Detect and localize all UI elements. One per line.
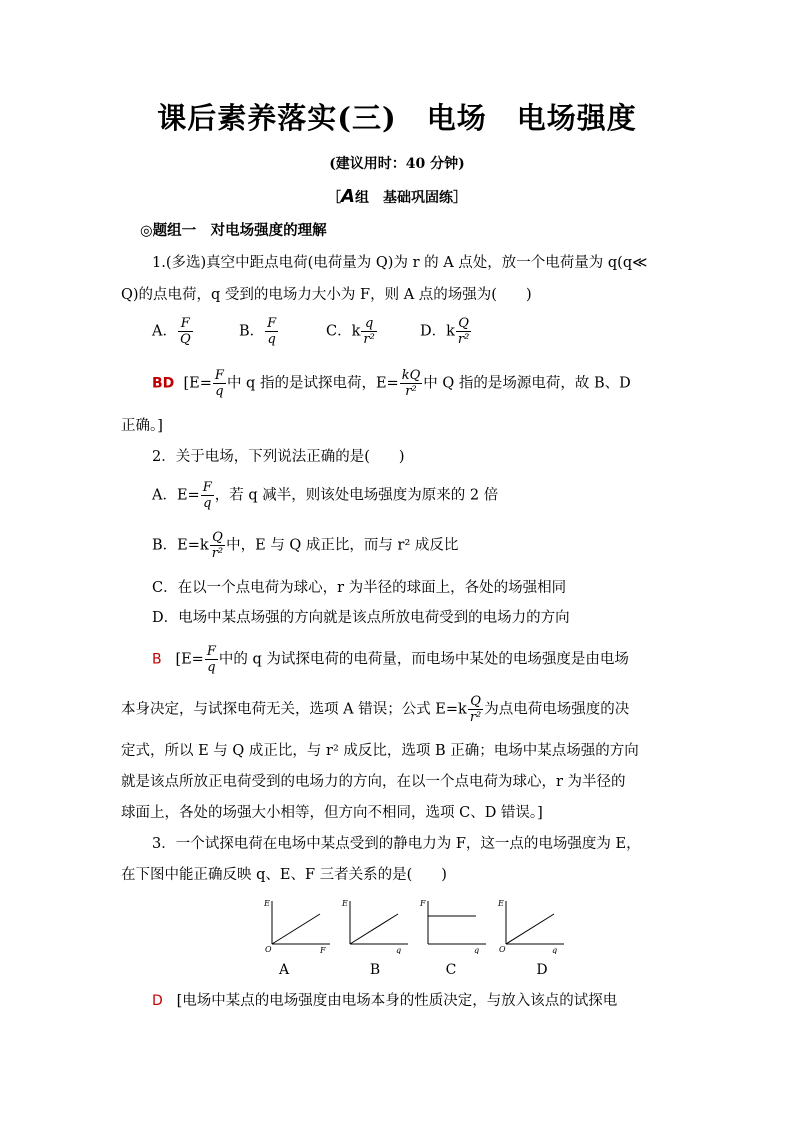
- q1-option-d: D．k $\frac{Q}{\text{r²}}$: [420, 316, 470, 347]
- q2-explanation-line5: 球面上，各处的场强大小相等，但方向不相同，选项 C、D 错误。]: [121, 805, 543, 821]
- q3-graph-label-d: D: [536, 962, 548, 978]
- q1-option-b: B． $\frac{F}{q}$: [239, 316, 277, 347]
- q3-graph-label-a: A: [278, 962, 290, 978]
- time-hint: (建议用时：40 分钟): [329, 156, 465, 172]
- section-label: ◎题组一 对电场强度的理解: [140, 222, 327, 239]
- q2-option-d: D．电场中某点场强的方向就是该点所放电荷受到的电场力的方向: [152, 610, 570, 626]
- axis-label-y: E: [264, 899, 270, 908]
- group-text: 组 基础巩固练: [354, 190, 453, 206]
- q1-explanation-line2: 正确。]: [121, 418, 163, 434]
- group-bracket-open: ［: [327, 190, 342, 206]
- q3-graph-c: [414, 896, 504, 954]
- q2-option-c: C．在以一个点电荷为球心，r 为半径的球面上，各处的场强相同: [152, 580, 567, 596]
- q1-line2: Q)的点电荷，q 受到的电场力大小为 F，则 A 点的场强为( ): [121, 287, 532, 303]
- q2-explanation-line3: 定式，所以 E 与 Q 成正比，与 r² 成反比，选项 B 正确；电场中某点场强的方向: [121, 743, 639, 759]
- axis-label-y: E: [342, 899, 348, 908]
- axis-label-x: F: [320, 946, 326, 954]
- axis-label-y: F: [420, 899, 426, 908]
- q1-option-a: A． $\frac{F}{Q}$: [152, 316, 191, 347]
- q3-graph-b: [336, 896, 426, 954]
- axis-label-x: q: [474, 946, 480, 954]
- axis-origin: O: [265, 945, 272, 954]
- q3-answer: D: [152, 993, 163, 1009]
- group-bracket-close: ］: [452, 190, 467, 206]
- q3-graph-d: [492, 896, 582, 954]
- axis-label-x: q: [552, 946, 558, 954]
- group-letter: A: [341, 186, 355, 207]
- q1-option-c: C．k $\frac{q}{\text{r²}}$: [326, 316, 375, 347]
- q1-answer: BD: [152, 375, 175, 392]
- q1-line1: 1.(多选)真空中距点电荷(电荷量为 Q)为 r 的 A 点处，放一个电荷量为 q(q≪: [152, 255, 648, 271]
- q3-graph-a: [258, 896, 348, 954]
- q2-explanation-line2: 本身决定，与试探电荷无关，选项 A 错误；公式 E=k $\frac{Q}{\text{r²}}$ 为点电荷电场强度的决: [121, 694, 630, 725]
- q3-graph-label-b: B: [369, 962, 381, 978]
- q3-line1: 3．一个试探电荷在电场中某点受到的静电力为 F，这一点的电场强度为 E，: [152, 836, 641, 852]
- axis-label-x: q: [396, 946, 402, 954]
- q2-explanation-line1: B [E= $\frac{F}{q}$ 中的 q 为试探电荷的电荷量，而电场中某处的电场强度是由电场: [152, 644, 629, 675]
- axis-origin: O: [499, 945, 506, 954]
- q2-option-a: A．E= $\frac{F}{q}$ ，若 q 减半，则该处电场强度为原来的 2 倍: [152, 480, 499, 511]
- q1-explanation-line1: BD [E= $\frac{F}{q}$ 中 q 指的是试探电荷，E= $\frac{kQ}{\text{r²}}$ 中 Q 指的是场源电荷，故 B、D: [152, 368, 631, 399]
- axis-label-y: E: [498, 899, 504, 908]
- q2-answer: B: [152, 651, 162, 668]
- q3-explanation-line1: D [电场中某点的电场强度由电场本身的性质决定，与放入该点的试探电: [152, 993, 618, 1009]
- q3-graph-label-c: C: [445, 962, 457, 978]
- group-heading: [0, 186, 794, 207]
- page-title: 课后素养落实(三) 电场 电场强度: [157, 101, 637, 135]
- q2-explanation-line4: 就是该点所放正电荷受到的电场力的方向，在以一个点电荷为球心，r 为半径的: [121, 774, 626, 790]
- q2-option-b: B．E=k $\frac{Q}{\text{r²}}$ 中，E 与 Q 成正比，而与 r² 成反比: [152, 530, 459, 561]
- q3-line2: 在下图中能正确反映 q、E、F 三者关系的是( ): [121, 867, 447, 883]
- q2-stem: 2．关于电场，下列说法正确的是( ): [152, 449, 405, 465]
